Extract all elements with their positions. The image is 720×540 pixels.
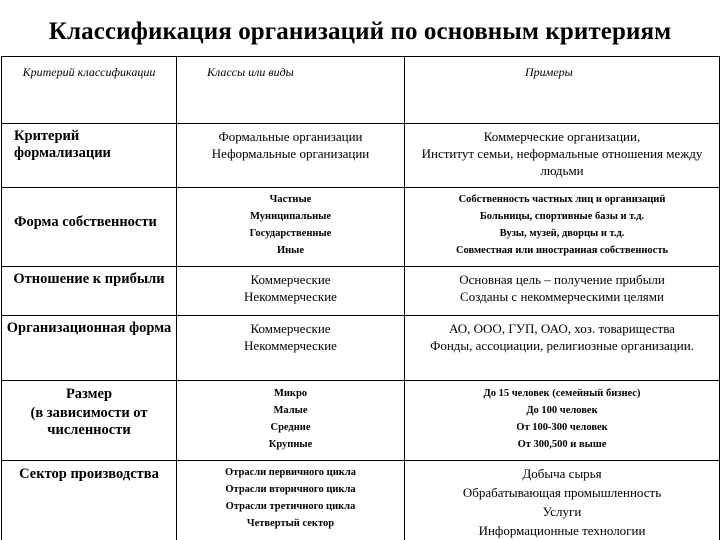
example-item: АО, ООО, ГУП, ОАО, хоз. товарищества — [449, 321, 675, 336]
classes-cell — [177, 188, 405, 267]
table-row — [2, 188, 720, 267]
page-title: Классификация организаций по основным критериям — [48, 18, 672, 45]
examples-cell — [405, 316, 720, 381]
classes-cell — [177, 124, 405, 188]
criterion-cell: Организационная форма — [2, 316, 177, 381]
class-item: Отрасли третичного цикла — [225, 501, 356, 512]
header-classes: Классы или виды — [177, 57, 405, 124]
class-item: Крупные — [268, 439, 313, 450]
class-item: Коммерческие — [250, 321, 331, 336]
examples-cell — [405, 381, 720, 461]
examples-cell — [405, 267, 720, 316]
header-examples: Примеры — [405, 57, 720, 124]
classes-cell — [177, 461, 405, 540]
example-item: До 100 человек — [526, 405, 598, 416]
table-row — [2, 461, 720, 540]
header-criterion: Критерий классификации — [2, 57, 177, 124]
table-row — [2, 316, 720, 381]
example-item: Основная цель – получение прибыли — [459, 272, 665, 287]
example-item: От 300,500 и выше — [517, 439, 607, 450]
examples-cell — [405, 188, 720, 267]
example-item: Совместная или иностранная собственность — [455, 245, 669, 256]
classes-cell — [177, 267, 405, 316]
table-row — [2, 267, 720, 316]
example-item: Добыча сырья — [522, 466, 602, 481]
example-item: Институт семьи, неформальные отношения между людьми — [421, 146, 703, 178]
class-item: Коммерческие — [250, 272, 331, 287]
criterion-cell: Сектор производства — [2, 461, 177, 540]
example-item: Вузы, музей, дворцы и т.д. — [499, 228, 625, 239]
example-item: От 100-300 человек — [516, 422, 608, 433]
class-item: Иные — [276, 245, 305, 256]
class-item: Муниципальные — [250, 211, 331, 222]
classes-cell — [177, 316, 405, 381]
example-item: Услуги — [542, 504, 582, 519]
class-item: Средние — [270, 422, 311, 433]
classes-cell — [177, 381, 405, 461]
criterion-cell: Критерий формализации — [2, 124, 177, 188]
example-item: Созданы с некоммерческими целями — [460, 289, 664, 304]
example-item: Собственность частных лиц и организаций — [458, 194, 666, 205]
example-item: Больницы, спортивные базы и т.д. — [479, 211, 645, 222]
criterion-line: (в зависимости от численности — [30, 405, 148, 438]
criterion-cell: Отношение к прибыли — [2, 267, 177, 316]
class-item: Формальные организации — [218, 129, 363, 144]
example-item: Фонды, ассоциации, религиозные организации. — [430, 338, 694, 353]
class-item: Некоммерческие — [244, 338, 337, 353]
example-item: Коммерческие организации, — [483, 129, 641, 144]
example-item: Обрабатывающая промышленность — [462, 485, 662, 500]
criterion-line: Размер — [65, 386, 113, 402]
criterion-cell: Форма собственности — [2, 188, 177, 267]
class-item: Частные — [269, 194, 312, 205]
example-item: Информационные технологии — [478, 523, 646, 538]
example-item: До 15 человек (семейный бизнес) — [483, 388, 641, 399]
class-item: Государственные — [249, 228, 332, 239]
criterion-cell — [2, 381, 177, 461]
table-row — [2, 381, 720, 461]
class-item: Малые — [273, 405, 308, 416]
class-item: Некоммерческие — [244, 289, 337, 304]
examples-cell — [405, 124, 720, 188]
table-row — [2, 124, 720, 188]
class-item: Отрасли вторичного цикла — [225, 484, 356, 495]
table-header-row — [2, 57, 720, 124]
class-item: Четвертый сектор — [246, 518, 335, 529]
classification-table — [1, 56, 720, 540]
class-item: Отрасли первичного цикла — [225, 467, 356, 478]
examples-cell — [405, 461, 720, 540]
class-item: Неформальные организации — [211, 146, 370, 161]
class-item: Микро — [273, 388, 308, 399]
